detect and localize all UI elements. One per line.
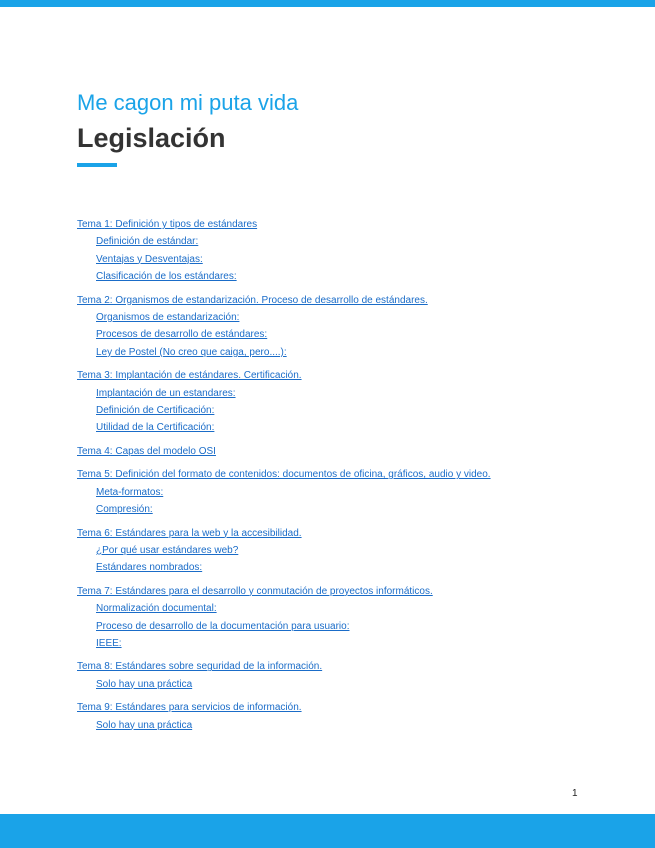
toc-section	[77, 292, 597, 362]
toc-section-link[interactable]: Tema 7: Estándares para el desarrollo y conmutación de proyectos informáticos.	[77, 585, 433, 597]
toc-section-link[interactable]: Tema 5: Definición del formato de contenidos: documentos de oficina, gráficos, audio y video.	[77, 469, 491, 481]
toc-subsection-link[interactable]: IEEE:	[96, 637, 122, 649]
toc-section	[77, 466, 597, 518]
toc-subsection-link[interactable]: Ventajas y Desventajas:	[96, 253, 203, 265]
toc-section-link[interactable]: Tema 9: Estándares para servicios de información.	[77, 702, 302, 714]
toc-subsection-link[interactable]: Utilidad de la Certificación:	[96, 422, 215, 434]
title-underline	[77, 163, 117, 167]
toc-section	[77, 367, 597, 437]
toc-section-link[interactable]: Tema 8: Estándares sobre seguridad de la información.	[77, 661, 323, 673]
toc-subsection-link[interactable]: Organismos de estandarización:	[96, 312, 240, 324]
toc-subsection-link[interactable]: Clasificación de los estándares:	[96, 271, 237, 283]
toc-subsection-link[interactable]: Definición de Certificación:	[96, 405, 215, 417]
toc-subsection-link[interactable]: ¿Por qué usar estándares web?	[96, 544, 239, 556]
toc-subsection-link[interactable]: Meta-formatos:	[96, 486, 164, 498]
toc-section-link[interactable]: Tema 1: Definición y tipos de estándares	[77, 219, 258, 230]
toc-section-link[interactable]: Tema 6: Estándares para la web y la accesibilidad.	[77, 527, 302, 539]
toc-subsection-link[interactable]: Ley de Postel (No creo que caiga, pero....):	[96, 346, 287, 358]
toc-subsection-link[interactable]: Estándares nombrados:	[96, 562, 203, 574]
toc-section	[77, 443, 597, 460]
toc-section-link[interactable]: Tema 2: Organismos de estandarización. Proceso de desarrollo de estándares.	[77, 294, 428, 306]
toc-section	[77, 583, 597, 653]
toc-subsection-link[interactable]: Solo hay una práctica	[96, 678, 193, 690]
bottom-accent-bar	[0, 814, 655, 848]
toc-subsection-link[interactable]: Normalización documental:	[96, 603, 217, 615]
document-subtitle: Me cagon mi puta vida	[77, 90, 299, 115]
toc-section	[77, 699, 597, 734]
toc-section	[77, 658, 597, 693]
toc-section-link[interactable]: Tema 3: Implantación de estándares. Certificación.	[77, 370, 302, 382]
toc-section-link[interactable]: Tema 4: Capas del modelo OSI	[77, 445, 216, 457]
toc-section	[77, 525, 597, 577]
toc-subsection-link[interactable]: Procesos de desarrollo de estándares:	[96, 329, 268, 341]
toc-subsection-link[interactable]: Implantación de un estandares:	[96, 387, 236, 399]
toc-subsection-link[interactable]: Solo hay una práctica	[96, 719, 193, 731]
document-title: Legislación	[77, 123, 226, 153]
table-of-contents	[77, 216, 597, 740]
toc-section	[77, 216, 597, 286]
page-number: 1	[572, 788, 578, 799]
toc-subsection-link[interactable]: Definición de estándar:	[96, 236, 199, 248]
top-accent-bar	[0, 0, 655, 7]
toc-subsection-link[interactable]: Proceso de desarrollo de la documentación para usuario:	[96, 620, 350, 632]
toc-subsection-link[interactable]: Compresión:	[96, 504, 153, 516]
